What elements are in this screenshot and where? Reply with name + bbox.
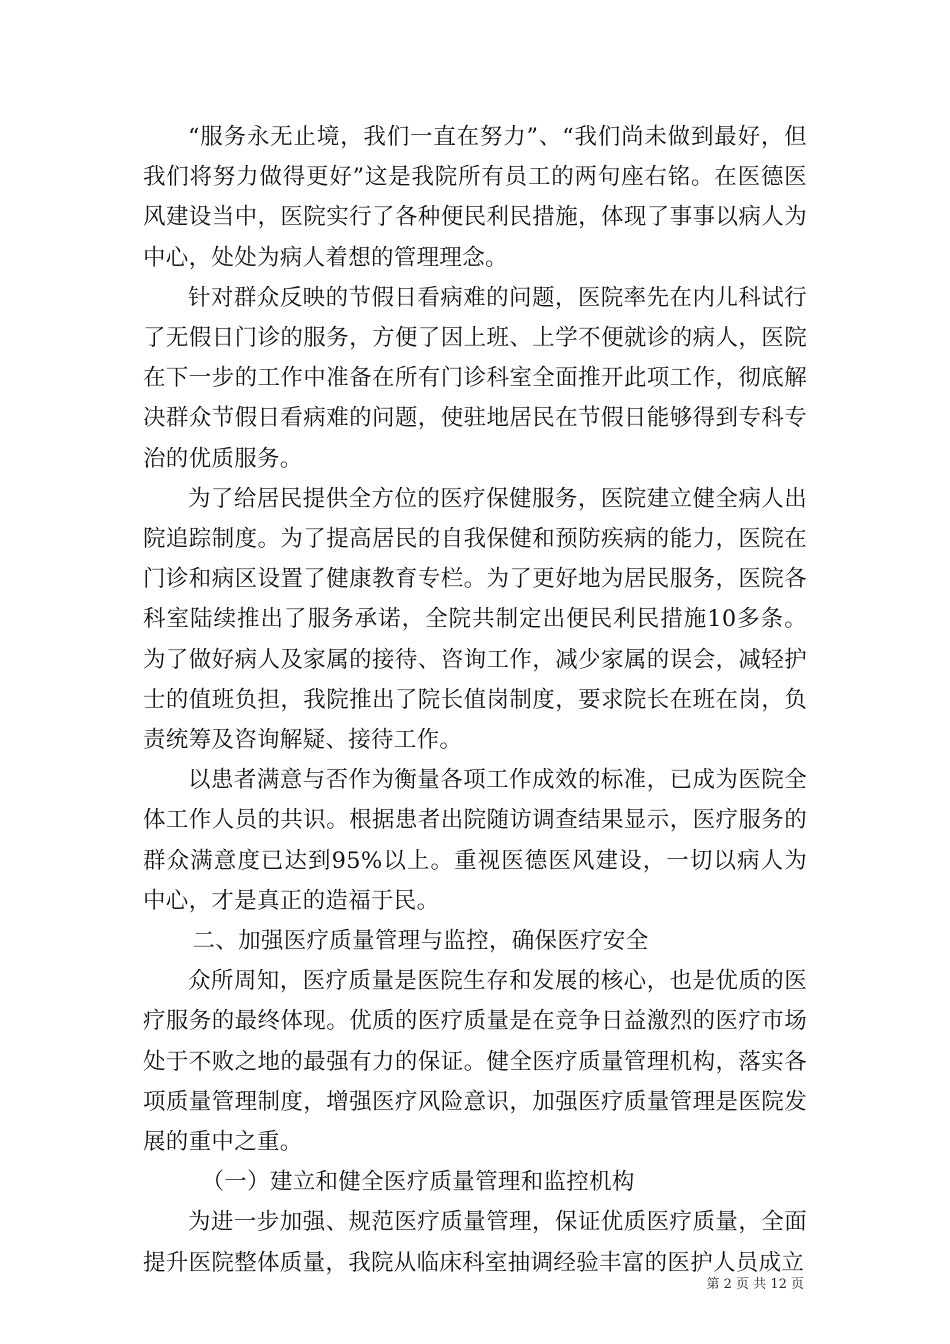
paragraph-patient-satisfaction: 以患者满意与否作为衡量各项工作成效的标准，已成为医院全体工作人员的共识。根据患者出院随访调查结果显示，医疗服务的群众满意度已达到95%以上。重视医德医风建设，一切以病人为中心，才是真正的造福于民。 [143,767,807,914]
document-body [143,117,807,1283]
section-heading-quality-management: 二、加强医疗质量管理与监控，确保医疗安全 [192,928,649,955]
page-number-footer: 第 2 页 共 12 页 [706,1277,804,1292]
paragraph-service-motto: “服务永无止境，我们一直在努力”、“我们尚未做到最好，但我们将努力做得更好”这是我院所有员工的两句座右铭。在医德医风建设当中，医院实行了各种便民利民措施，体现了事事以病人为中心，处处为病人着想的管理理念。 [143,124,807,271]
paragraph-quality-importance: 众所周知，医疗质量是医院生存和发展的核心，也是优质的医疗服务的最终体现。优质的医疗质量是在竞争日益激烈的医疗市场处于不败之地的最强有力的保证。健全医疗质量管理机构，落实各项质量管理制度，增强医疗风险意识，加强医疗质量管理是医院发展的重中之重。 [143,968,807,1156]
paragraph-quality-institution: 为进一步加强、规范医疗质量管理，保证优质医疗质量，全面提升医院整体质量，我院从临床科室抽调经验丰富的医护人员成立 [143,1209,807,1276]
paragraph-healthcare-services: 为了给居民提供全方位的医疗保健服务，医院建立健全病人出院追踪制度。为了提高居民的自我保健和预防疾病的能力，医院在门诊和病区设置了健康教育专栏。为了更好地为居民服务，医院各科室陆续推出了服务承诺，全院共制定出便民利民措施10多条。为了做好病人及家属的接待、咨询工作，减少家属的误会，减轻护士的值班负担，我院推出了院长值岗制度，要求院长在班在岗，负责统筹及咨询解疑、接待工作。 [143,485,807,754]
subsection-heading-quality-institution: （一）建立和健全医疗质量管理和监控机构 [201,1169,635,1196]
paragraph-holiday-clinic: 针对群众反映的节假日看病难的问题，医院率先在内儿科试行了无假日门诊的服务，方便了因上班、上学不便就诊的病人，医院在下一步的工作中准备在所有门诊科室全面推开此项工作，彻底解决群众节假日看病难的问题，使驻地居民在节假日能够得到专科专治的优质服务。 [143,284,807,472]
